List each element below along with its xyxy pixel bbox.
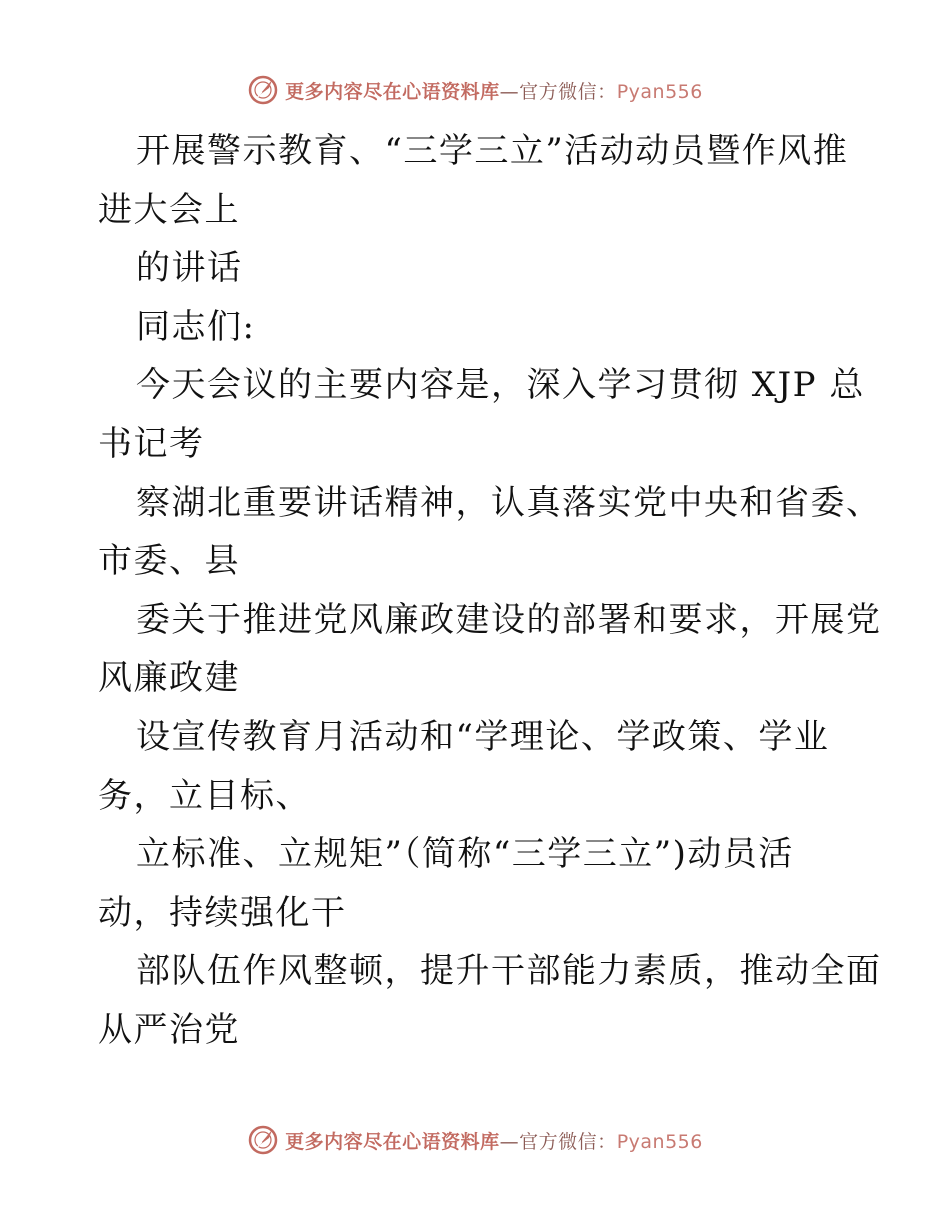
text-line: 察湖北重要讲话精神，认真落实党中央和省委、: [136, 482, 882, 523]
watermark-wechat-label: 官方微信：: [519, 80, 617, 103]
footer-watermark: [0, 1120, 950, 1160]
text-line: 风廉政建: [98, 658, 240, 699]
watermark-text: [285, 77, 703, 104]
watermark-wechat-id: Pyan556: [616, 80, 703, 103]
text-line: 立标准、立规矩”（简称“三学三立”)动员活: [136, 834, 794, 875]
text-line: 从严治党: [98, 1009, 240, 1050]
text-line: 同志们:: [136, 306, 256, 347]
text-line: 市委、县: [98, 541, 240, 582]
watermark-text: [285, 1127, 703, 1154]
watermark-site: 更多内容尽在心语资料库: [285, 80, 500, 103]
text-line: 的讲话: [136, 248, 243, 289]
watermark-dash: —: [499, 80, 520, 103]
text-line: 动，持续强化干: [98, 892, 347, 933]
watermark-wechat-id: Pyan556: [616, 1130, 703, 1153]
text-line: 进大会上: [98, 189, 240, 230]
quill-logo-icon: [247, 1124, 279, 1156]
text-line: 部队伍作风整顿，提升干部能力素质，推动全面: [136, 951, 882, 992]
watermark-dash: —: [499, 1130, 520, 1153]
text-line: 委关于推进党风廉政建设的部署和要求，开展党: [136, 599, 882, 640]
watermark-site: 更多内容尽在心语资料库: [285, 1130, 500, 1153]
watermark-wechat-label: 官方微信：: [519, 1130, 617, 1153]
text-line: 今天会议的主要内容是，深入学习贯彻 XJP 总: [136, 365, 865, 406]
quill-logo-icon: [247, 74, 279, 106]
document-body: [98, 122, 882, 1060]
text-line: 开展警示教育、“三学三立”活动动员暨作风推: [136, 131, 849, 171]
text-line: 务，立目标、: [98, 775, 311, 816]
text-line: 设宣传教育月活动和“学理论、学政策、学业: [136, 716, 830, 757]
header-watermark: [0, 70, 950, 110]
text-line: 书记考: [98, 423, 205, 464]
